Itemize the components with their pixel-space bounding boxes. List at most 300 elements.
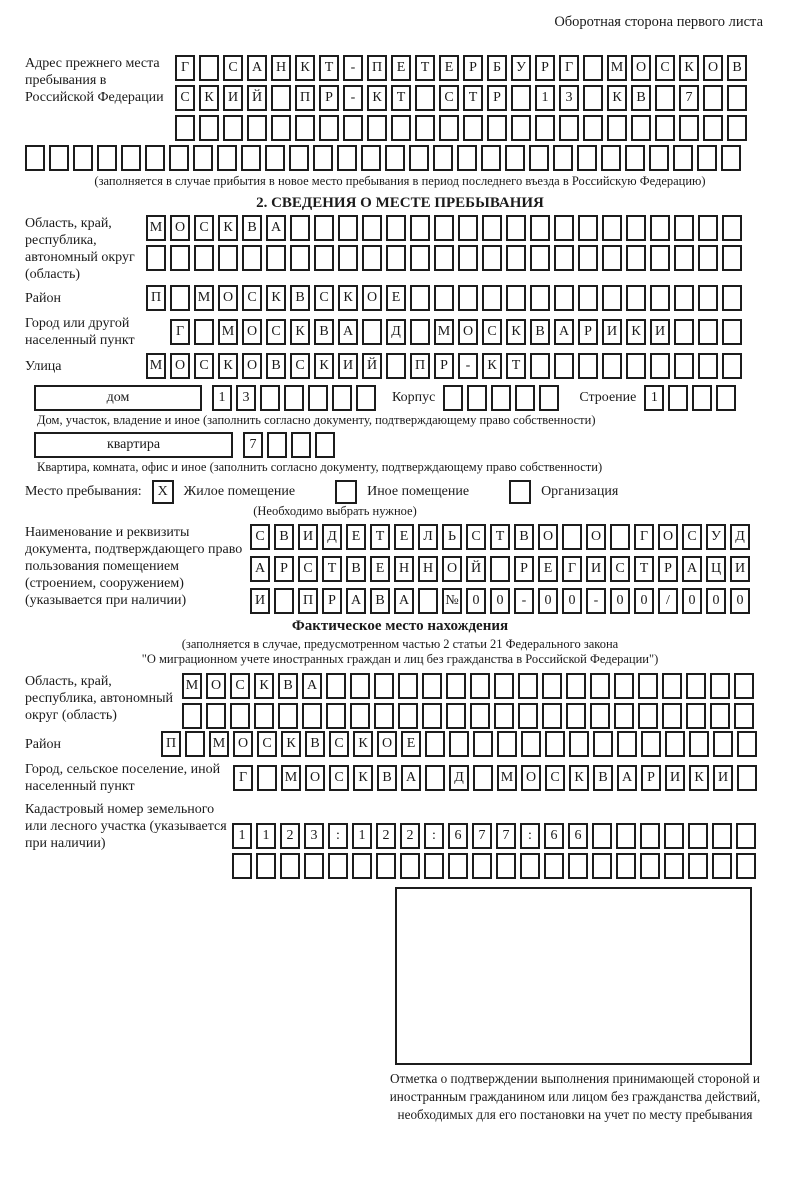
char-cell[interactable]: Е bbox=[346, 524, 366, 550]
char-cell[interactable] bbox=[182, 703, 202, 729]
char-cell[interactable]: С bbox=[223, 55, 243, 81]
char-cell[interactable]: Т bbox=[490, 524, 510, 550]
char-cell[interactable] bbox=[145, 145, 165, 171]
char-cell[interactable] bbox=[668, 385, 688, 411]
char-cell[interactable] bbox=[607, 115, 627, 141]
char-cell[interactable] bbox=[662, 673, 682, 699]
char-cell[interactable] bbox=[374, 673, 394, 699]
char-cell[interactable]: Г bbox=[559, 55, 579, 81]
char-cell[interactable] bbox=[578, 353, 598, 379]
char-cell[interactable] bbox=[625, 145, 645, 171]
char-cell[interactable] bbox=[274, 588, 294, 614]
char-cell[interactable] bbox=[256, 853, 276, 879]
char-cell[interactable] bbox=[271, 85, 291, 111]
char-cell[interactable]: Е bbox=[386, 285, 406, 311]
char-cell[interactable]: В bbox=[266, 353, 286, 379]
char-cell[interactable] bbox=[736, 853, 756, 879]
char-cell[interactable]: С bbox=[545, 765, 565, 791]
char-cell[interactable]: К bbox=[482, 353, 502, 379]
char-cell[interactable]: В bbox=[278, 673, 298, 699]
char-cell[interactable] bbox=[356, 385, 376, 411]
char-cell[interactable] bbox=[290, 245, 310, 271]
char-cell[interactable] bbox=[169, 145, 189, 171]
char-cell[interactable]: Р bbox=[578, 319, 598, 345]
char-cell[interactable]: Р bbox=[463, 55, 483, 81]
char-cell[interactable]: А bbox=[250, 556, 270, 582]
char-cell[interactable]: К bbox=[281, 731, 301, 757]
char-cell[interactable]: В bbox=[274, 524, 294, 550]
char-cell[interactable]: 0 bbox=[634, 588, 654, 614]
char-cell[interactable] bbox=[640, 823, 660, 849]
char-cell[interactable] bbox=[362, 319, 382, 345]
char-cell[interactable]: Г bbox=[562, 556, 582, 582]
char-cell[interactable]: В bbox=[290, 285, 310, 311]
char-cell[interactable]: О bbox=[362, 285, 382, 311]
char-cell[interactable] bbox=[332, 385, 352, 411]
char-cell[interactable]: - bbox=[343, 55, 363, 81]
char-cell[interactable] bbox=[692, 385, 712, 411]
char-cell[interactable] bbox=[446, 703, 466, 729]
char-cell[interactable] bbox=[716, 385, 736, 411]
char-cell[interactable] bbox=[511, 85, 531, 111]
char-cell[interactable]: С bbox=[682, 524, 702, 550]
char-cell[interactable]: В bbox=[242, 215, 262, 241]
char-cell[interactable]: И bbox=[730, 556, 750, 582]
char-cell[interactable]: 1 bbox=[212, 385, 232, 411]
char-cell[interactable]: А bbox=[401, 765, 421, 791]
char-cell[interactable] bbox=[418, 588, 438, 614]
char-cell[interactable] bbox=[458, 245, 478, 271]
char-cell[interactable] bbox=[308, 385, 328, 411]
char-cell[interactable] bbox=[434, 215, 454, 241]
char-cell[interactable]: В bbox=[593, 765, 613, 791]
char-cell[interactable] bbox=[247, 115, 267, 141]
char-cell[interactable]: 0 bbox=[490, 588, 510, 614]
char-cell[interactable] bbox=[569, 731, 589, 757]
char-cell[interactable]: О bbox=[218, 285, 238, 311]
char-cell[interactable] bbox=[649, 145, 669, 171]
char-cell[interactable] bbox=[398, 673, 418, 699]
char-cell[interactable]: К bbox=[506, 319, 526, 345]
char-cell[interactable] bbox=[592, 853, 612, 879]
char-cell[interactable]: Р bbox=[514, 556, 534, 582]
char-cell[interactable] bbox=[641, 731, 661, 757]
char-cell[interactable]: Е bbox=[391, 55, 411, 81]
char-cell[interactable] bbox=[422, 703, 442, 729]
char-cell[interactable] bbox=[415, 115, 435, 141]
char-cell[interactable]: С bbox=[266, 319, 286, 345]
char-cell[interactable]: - bbox=[514, 588, 534, 614]
char-cell[interactable] bbox=[391, 115, 411, 141]
char-cell[interactable]: Н bbox=[418, 556, 438, 582]
char-cell[interactable] bbox=[688, 823, 708, 849]
char-cell[interactable]: М bbox=[146, 353, 166, 379]
char-cell[interactable]: О bbox=[538, 524, 558, 550]
char-cell[interactable]: Р bbox=[641, 765, 661, 791]
char-cell[interactable] bbox=[314, 245, 334, 271]
char-cell[interactable] bbox=[698, 215, 718, 241]
char-cell[interactable] bbox=[487, 115, 507, 141]
char-cell[interactable] bbox=[400, 853, 420, 879]
char-cell[interactable] bbox=[304, 853, 324, 879]
char-cell[interactable]: И bbox=[250, 588, 270, 614]
char-cell[interactable]: К bbox=[689, 765, 709, 791]
char-cell[interactable]: К bbox=[218, 353, 238, 379]
char-cell[interactable] bbox=[467, 385, 487, 411]
char-cell[interactable]: Л bbox=[418, 524, 438, 550]
char-cell[interactable] bbox=[662, 703, 682, 729]
char-cell[interactable]: 3 bbox=[559, 85, 579, 111]
char-cell[interactable]: Д bbox=[730, 524, 750, 550]
char-cell[interactable]: М bbox=[209, 731, 229, 757]
char-cell[interactable] bbox=[713, 731, 733, 757]
char-cell[interactable] bbox=[448, 853, 468, 879]
char-cell[interactable] bbox=[291, 432, 311, 458]
char-cell[interactable]: И bbox=[338, 353, 358, 379]
char-cell[interactable] bbox=[638, 703, 658, 729]
char-cell[interactable]: П bbox=[161, 731, 181, 757]
char-cell[interactable]: Т bbox=[463, 85, 483, 111]
char-cell[interactable] bbox=[545, 731, 565, 757]
char-cell[interactable] bbox=[590, 703, 610, 729]
char-cell[interactable]: В bbox=[377, 765, 397, 791]
char-cell[interactable] bbox=[602, 245, 622, 271]
char-cell[interactable] bbox=[544, 853, 564, 879]
char-cell[interactable] bbox=[650, 215, 670, 241]
char-cell[interactable] bbox=[257, 765, 277, 791]
char-cell[interactable] bbox=[712, 823, 732, 849]
char-cell[interactable]: К bbox=[569, 765, 589, 791]
char-cell[interactable] bbox=[457, 145, 477, 171]
char-cell[interactable]: К bbox=[218, 215, 238, 241]
char-cell[interactable] bbox=[737, 731, 757, 757]
char-cell[interactable] bbox=[614, 703, 634, 729]
char-cell[interactable]: 7 bbox=[243, 432, 263, 458]
char-cell[interactable] bbox=[655, 115, 675, 141]
char-cell[interactable] bbox=[376, 853, 396, 879]
char-cell[interactable]: В bbox=[514, 524, 534, 550]
char-cell[interactable]: С bbox=[314, 285, 334, 311]
char-cell[interactable]: 1 bbox=[352, 823, 372, 849]
char-cell[interactable] bbox=[439, 115, 459, 141]
char-cell[interactable] bbox=[686, 673, 706, 699]
char-cell[interactable]: Ц bbox=[706, 556, 726, 582]
char-cell[interactable] bbox=[518, 673, 538, 699]
char-cell[interactable]: : bbox=[520, 823, 540, 849]
char-cell[interactable] bbox=[337, 145, 357, 171]
char-cell[interactable]: О bbox=[170, 353, 190, 379]
char-cell[interactable]: О bbox=[170, 215, 190, 241]
char-cell[interactable] bbox=[601, 145, 621, 171]
char-cell[interactable]: В bbox=[346, 556, 366, 582]
char-cell[interactable]: Г bbox=[170, 319, 190, 345]
char-cell[interactable] bbox=[638, 673, 658, 699]
char-cell[interactable]: 0 bbox=[538, 588, 558, 614]
char-cell[interactable] bbox=[559, 115, 579, 141]
char-cell[interactable] bbox=[434, 285, 454, 311]
char-cell[interactable]: 1 bbox=[535, 85, 555, 111]
char-cell[interactable]: Р bbox=[487, 85, 507, 111]
char-cell[interactable] bbox=[314, 215, 334, 241]
char-cell[interactable]: П bbox=[298, 588, 318, 614]
char-cell[interactable] bbox=[410, 215, 430, 241]
char-cell[interactable] bbox=[458, 215, 478, 241]
char-cell[interactable]: 6 bbox=[448, 823, 468, 849]
char-cell[interactable] bbox=[319, 115, 339, 141]
char-cell[interactable] bbox=[458, 285, 478, 311]
char-cell[interactable]: П bbox=[410, 353, 430, 379]
char-cell[interactable] bbox=[686, 703, 706, 729]
char-cell[interactable]: 0 bbox=[562, 588, 582, 614]
char-cell[interactable] bbox=[583, 85, 603, 111]
char-cell[interactable] bbox=[698, 245, 718, 271]
char-cell[interactable] bbox=[506, 215, 526, 241]
char-cell[interactable] bbox=[554, 215, 574, 241]
char-cell[interactable]: М bbox=[194, 285, 214, 311]
char-cell[interactable]: 0 bbox=[466, 588, 486, 614]
char-cell[interactable]: - bbox=[586, 588, 606, 614]
char-cell[interactable] bbox=[722, 245, 742, 271]
char-cell[interactable] bbox=[617, 731, 637, 757]
char-cell[interactable] bbox=[97, 145, 117, 171]
char-cell[interactable]: К bbox=[353, 765, 373, 791]
char-cell[interactable] bbox=[463, 115, 483, 141]
char-cell[interactable] bbox=[267, 432, 287, 458]
char-cell[interactable]: А bbox=[302, 673, 322, 699]
char-cell[interactable]: С bbox=[655, 55, 675, 81]
char-cell[interactable] bbox=[470, 673, 490, 699]
char-cell[interactable] bbox=[722, 285, 742, 311]
char-cell[interactable]: В bbox=[530, 319, 550, 345]
char-cell[interactable] bbox=[223, 115, 243, 141]
char-cell[interactable] bbox=[530, 353, 550, 379]
char-cell[interactable]: Т bbox=[391, 85, 411, 111]
char-cell[interactable]: К bbox=[626, 319, 646, 345]
char-cell[interactable]: : bbox=[424, 823, 444, 849]
char-cell[interactable]: О bbox=[521, 765, 541, 791]
char-cell[interactable] bbox=[616, 823, 636, 849]
char-cell[interactable]: С bbox=[257, 731, 277, 757]
char-cell[interactable]: Н bbox=[394, 556, 414, 582]
char-cell[interactable] bbox=[593, 731, 613, 757]
char-cell[interactable]: М bbox=[497, 765, 517, 791]
char-cell[interactable] bbox=[175, 115, 195, 141]
char-cell[interactable]: К bbox=[199, 85, 219, 111]
char-cell[interactable]: Д bbox=[386, 319, 406, 345]
char-cell[interactable] bbox=[703, 115, 723, 141]
char-cell[interactable]: И bbox=[602, 319, 622, 345]
char-cell[interactable]: Е bbox=[394, 524, 414, 550]
char-cell[interactable] bbox=[194, 245, 214, 271]
char-cell[interactable] bbox=[626, 353, 646, 379]
char-cell[interactable] bbox=[494, 673, 514, 699]
char-cell[interactable] bbox=[566, 673, 586, 699]
char-cell[interactable] bbox=[554, 353, 574, 379]
char-cell[interactable] bbox=[610, 524, 630, 550]
char-cell[interactable]: О bbox=[305, 765, 325, 791]
char-cell[interactable] bbox=[265, 145, 285, 171]
char-cell[interactable] bbox=[736, 823, 756, 849]
char-cell[interactable] bbox=[583, 55, 603, 81]
char-cell[interactable]: Т bbox=[506, 353, 526, 379]
char-cell[interactable] bbox=[542, 673, 562, 699]
char-cell[interactable] bbox=[626, 215, 646, 241]
char-cell[interactable] bbox=[583, 115, 603, 141]
char-cell[interactable]: М bbox=[146, 215, 166, 241]
char-cell[interactable] bbox=[712, 853, 732, 879]
char-cell[interactable] bbox=[217, 145, 237, 171]
char-cell[interactable] bbox=[482, 285, 502, 311]
stay-type-checkbox-0[interactable]: X bbox=[152, 480, 174, 504]
char-cell[interactable] bbox=[688, 853, 708, 879]
char-cell[interactable]: И bbox=[223, 85, 243, 111]
char-cell[interactable]: О bbox=[442, 556, 462, 582]
char-cell[interactable]: Б bbox=[487, 55, 507, 81]
char-cell[interactable]: Т bbox=[370, 524, 390, 550]
char-cell[interactable]: У bbox=[511, 55, 531, 81]
char-cell[interactable]: В bbox=[314, 319, 334, 345]
char-cell[interactable] bbox=[578, 285, 598, 311]
char-cell[interactable] bbox=[386, 215, 406, 241]
char-cell[interactable] bbox=[194, 319, 214, 345]
char-cell[interactable] bbox=[554, 285, 574, 311]
char-cell[interactable] bbox=[673, 145, 693, 171]
char-cell[interactable] bbox=[664, 853, 684, 879]
char-cell[interactable] bbox=[433, 145, 453, 171]
char-cell[interactable]: В bbox=[727, 55, 747, 81]
char-cell[interactable]: К bbox=[367, 85, 387, 111]
char-cell[interactable] bbox=[578, 215, 598, 241]
char-cell[interactable] bbox=[425, 731, 445, 757]
char-cell[interactable]: А bbox=[682, 556, 702, 582]
char-cell[interactable] bbox=[241, 145, 261, 171]
char-cell[interactable]: Р bbox=[319, 85, 339, 111]
char-cell[interactable] bbox=[529, 145, 549, 171]
char-cell[interactable]: С bbox=[298, 556, 318, 582]
char-cell[interactable] bbox=[521, 731, 541, 757]
char-cell[interactable] bbox=[386, 353, 406, 379]
char-cell[interactable] bbox=[640, 853, 660, 879]
char-cell[interactable]: К bbox=[290, 319, 310, 345]
char-cell[interactable]: К bbox=[314, 353, 334, 379]
char-cell[interactable]: Р bbox=[535, 55, 555, 81]
char-cell[interactable] bbox=[313, 145, 333, 171]
char-cell[interactable]: С bbox=[242, 285, 262, 311]
char-cell[interactable] bbox=[280, 853, 300, 879]
char-cell[interactable] bbox=[535, 115, 555, 141]
char-cell[interactable] bbox=[470, 703, 490, 729]
char-cell[interactable] bbox=[631, 115, 651, 141]
char-cell[interactable] bbox=[25, 145, 45, 171]
char-cell[interactable]: - bbox=[343, 85, 363, 111]
char-cell[interactable] bbox=[616, 853, 636, 879]
char-cell[interactable] bbox=[302, 703, 322, 729]
char-cell[interactable] bbox=[289, 145, 309, 171]
char-cell[interactable]: Й bbox=[362, 353, 382, 379]
char-cell[interactable]: Н bbox=[271, 55, 291, 81]
char-cell[interactable] bbox=[511, 115, 531, 141]
char-cell[interactable]: К bbox=[679, 55, 699, 81]
char-cell[interactable] bbox=[626, 245, 646, 271]
char-cell[interactable]: Ь bbox=[442, 524, 462, 550]
char-cell[interactable] bbox=[482, 245, 502, 271]
char-cell[interactable]: 0 bbox=[610, 588, 630, 614]
char-cell[interactable]: 7 bbox=[472, 823, 492, 849]
char-cell[interactable] bbox=[199, 55, 219, 81]
char-cell[interactable] bbox=[49, 145, 69, 171]
char-cell[interactable]: С bbox=[194, 215, 214, 241]
char-cell[interactable]: У bbox=[706, 524, 726, 550]
char-cell[interactable] bbox=[362, 215, 382, 241]
char-cell[interactable] bbox=[278, 703, 298, 729]
char-cell[interactable] bbox=[170, 285, 190, 311]
char-cell[interactable]: С bbox=[250, 524, 270, 550]
char-cell[interactable] bbox=[710, 673, 730, 699]
char-cell[interactable] bbox=[443, 385, 463, 411]
char-cell[interactable]: - bbox=[458, 353, 478, 379]
char-cell[interactable] bbox=[698, 319, 718, 345]
char-cell[interactable]: К bbox=[607, 85, 627, 111]
char-cell[interactable]: А bbox=[617, 765, 637, 791]
char-cell[interactable] bbox=[410, 285, 430, 311]
char-cell[interactable] bbox=[626, 285, 646, 311]
char-cell[interactable] bbox=[602, 215, 622, 241]
char-cell[interactable]: Е bbox=[370, 556, 390, 582]
char-cell[interactable] bbox=[578, 245, 598, 271]
char-cell[interactable] bbox=[73, 145, 93, 171]
char-cell[interactable] bbox=[530, 215, 550, 241]
char-cell[interactable] bbox=[350, 673, 370, 699]
char-cell[interactable] bbox=[566, 703, 586, 729]
char-cell[interactable]: Е bbox=[439, 55, 459, 81]
char-cell[interactable] bbox=[185, 731, 205, 757]
char-cell[interactable]: 1 bbox=[256, 823, 276, 849]
char-cell[interactable]: Г bbox=[634, 524, 654, 550]
char-cell[interactable] bbox=[703, 85, 723, 111]
char-cell[interactable]: О bbox=[377, 731, 397, 757]
char-cell[interactable] bbox=[577, 145, 597, 171]
char-cell[interactable] bbox=[328, 853, 348, 879]
char-cell[interactable] bbox=[409, 145, 429, 171]
char-cell[interactable] bbox=[361, 145, 381, 171]
char-cell[interactable] bbox=[425, 765, 445, 791]
char-cell[interactable]: В bbox=[370, 588, 390, 614]
char-cell[interactable] bbox=[727, 85, 747, 111]
char-cell[interactable]: А bbox=[554, 319, 574, 345]
char-cell[interactable]: 7 bbox=[679, 85, 699, 111]
char-cell[interactable]: 6 bbox=[544, 823, 564, 849]
char-cell[interactable]: К bbox=[353, 731, 373, 757]
char-cell[interactable]: Т bbox=[319, 55, 339, 81]
char-cell[interactable] bbox=[232, 853, 252, 879]
char-cell[interactable]: 2 bbox=[376, 823, 396, 849]
char-cell[interactable] bbox=[374, 703, 394, 729]
char-cell[interactable]: С bbox=[329, 731, 349, 757]
char-cell[interactable] bbox=[271, 115, 291, 141]
char-cell[interactable] bbox=[568, 853, 588, 879]
char-cell[interactable] bbox=[449, 731, 469, 757]
char-cell[interactable] bbox=[295, 115, 315, 141]
char-cell[interactable] bbox=[506, 285, 526, 311]
char-cell[interactable]: О bbox=[703, 55, 723, 81]
char-cell[interactable] bbox=[689, 731, 709, 757]
char-cell[interactable]: Р bbox=[274, 556, 294, 582]
char-cell[interactable]: Е bbox=[538, 556, 558, 582]
char-cell[interactable] bbox=[415, 85, 435, 111]
char-cell[interactable] bbox=[698, 285, 718, 311]
char-cell[interactable] bbox=[473, 765, 493, 791]
char-cell[interactable] bbox=[602, 285, 622, 311]
